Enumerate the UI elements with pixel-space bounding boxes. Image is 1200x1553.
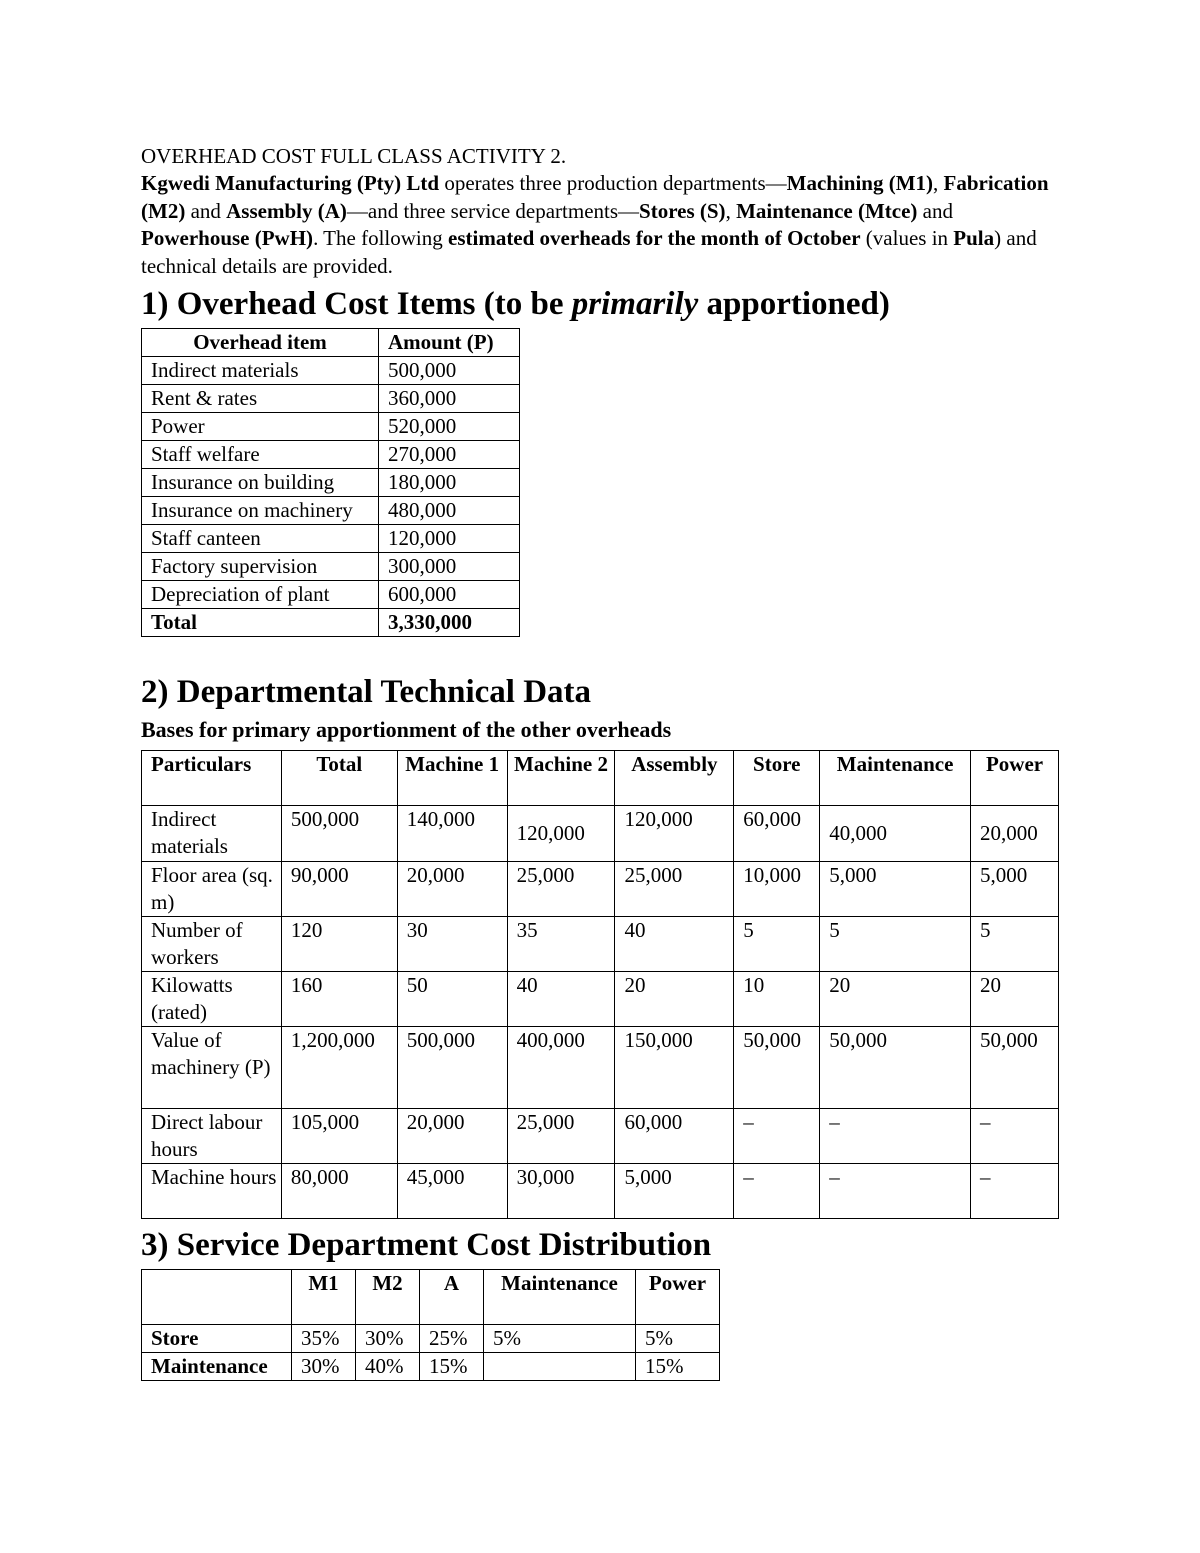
cell: 480,000 bbox=[379, 497, 520, 525]
total-value: 3,330,000 bbox=[379, 609, 520, 637]
table-header-row bbox=[142, 329, 520, 357]
technical-data-table bbox=[141, 750, 1059, 1219]
table-row bbox=[142, 413, 520, 441]
row-header: Maintenance bbox=[142, 1353, 292, 1381]
table-row bbox=[142, 1325, 720, 1353]
cell: Direct labour hours bbox=[142, 1109, 282, 1164]
table-row bbox=[142, 1164, 1059, 1219]
dept-mtce: Maintenance (Mtce) bbox=[736, 198, 918, 223]
cell: 5 bbox=[820, 917, 971, 972]
cell: 30% bbox=[356, 1325, 420, 1353]
cell: – bbox=[734, 1109, 820, 1164]
cell: 10 bbox=[734, 972, 820, 1027]
cell: 5 bbox=[734, 917, 820, 972]
cell: 35 bbox=[507, 917, 615, 972]
cell: 50,000 bbox=[820, 1027, 971, 1109]
spacer bbox=[141, 637, 1061, 672]
cell: Insurance on building bbox=[142, 469, 379, 497]
cell: Depreciation of plant bbox=[142, 581, 379, 609]
dept-m1: Machining (M1) bbox=[786, 171, 934, 195]
table-row bbox=[142, 1027, 1059, 1109]
cell: – bbox=[820, 1109, 971, 1164]
estimated-overheads-label: estimated overheads for the month of October bbox=[448, 226, 861, 250]
table-header-row bbox=[142, 1270, 720, 1325]
cell: 160 bbox=[281, 972, 397, 1027]
cell: 30 bbox=[397, 917, 507, 972]
cell: Staff welfare bbox=[142, 441, 379, 469]
column-header: Overhead item bbox=[142, 329, 379, 357]
cell: Indirect materials bbox=[142, 357, 379, 385]
company-name: Kgwedi Manufacturing (Pty) Ltd bbox=[141, 171, 440, 195]
cell: Insurance on machinery bbox=[142, 497, 379, 525]
table-row bbox=[142, 972, 1059, 1027]
cell: Staff canteen bbox=[142, 525, 379, 553]
table-row bbox=[142, 525, 520, 553]
section3-heading: 3) Service Department Cost Distribution bbox=[141, 1227, 712, 1263]
cell: 360,000 bbox=[379, 385, 520, 413]
cell: 40% bbox=[356, 1353, 420, 1381]
table-header-row bbox=[142, 751, 1059, 806]
column-header: M1 bbox=[292, 1270, 356, 1325]
intro-text: operates three production departments— bbox=[439, 171, 787, 195]
cell: 30% bbox=[292, 1353, 356, 1381]
cell: 180,000 bbox=[379, 469, 520, 497]
cell: 5% bbox=[484, 1325, 636, 1353]
intro-text: ) and technical details are provided. bbox=[141, 226, 1037, 278]
cell: 270,000 bbox=[379, 441, 520, 469]
cell: 35% bbox=[292, 1325, 356, 1353]
cell: – bbox=[971, 1109, 1059, 1164]
column-header: Machine 1 bbox=[397, 751, 507, 806]
cell: 50,000 bbox=[734, 1027, 820, 1109]
cell: Indirect materials bbox=[142, 806, 282, 862]
table-row bbox=[142, 581, 520, 609]
cell: 90,000 bbox=[281, 862, 397, 917]
intro-text: —and three service departments— bbox=[346, 198, 640, 223]
cell: 20,000 bbox=[397, 1109, 507, 1164]
intro-text: . The following bbox=[313, 226, 448, 250]
cell: 120,000 bbox=[615, 806, 734, 862]
cell: 60,000 bbox=[615, 1109, 734, 1164]
cell: 120,000 bbox=[379, 525, 520, 553]
column-header bbox=[142, 1270, 292, 1325]
intro-text: , bbox=[933, 171, 944, 195]
section1-heading-part: 1) Overhead Cost Items (to be bbox=[141, 286, 572, 322]
cell: Kilowatts (rated) bbox=[142, 972, 282, 1027]
cell: 500,000 bbox=[379, 357, 520, 385]
cell: 5,000 bbox=[820, 862, 971, 917]
cell bbox=[484, 1353, 636, 1381]
cell: 40,000 bbox=[820, 806, 971, 862]
table-row bbox=[142, 357, 520, 385]
document-page bbox=[141, 143, 1061, 1381]
cell: 20,000 bbox=[971, 806, 1059, 862]
table-row bbox=[142, 806, 1059, 862]
cell: 1,200,000 bbox=[281, 1027, 397, 1109]
total-row bbox=[142, 609, 520, 637]
column-header: M2 bbox=[356, 1270, 420, 1325]
cell: 300,000 bbox=[379, 553, 520, 581]
cell: 15% bbox=[636, 1353, 720, 1381]
dept-s: Stores (S) bbox=[639, 198, 726, 223]
section2-subheading: Bases for primary apportionment of the other overheads bbox=[141, 717, 672, 742]
cell: 25% bbox=[420, 1325, 484, 1353]
table-row bbox=[142, 469, 520, 497]
cell: 25,000 bbox=[507, 862, 615, 917]
dept-a: Assembly (A) bbox=[226, 198, 347, 223]
column-header: Power bbox=[636, 1270, 720, 1325]
section1-heading-emphasis: primarily bbox=[571, 286, 699, 322]
currency-label: Pula bbox=[953, 226, 995, 250]
cell: 400,000 bbox=[507, 1027, 615, 1109]
column-header: Assembly bbox=[615, 751, 734, 806]
cell: Number of workers bbox=[142, 917, 282, 972]
cell: Value of machinery (P) bbox=[142, 1027, 282, 1109]
cell: 120,000 bbox=[507, 806, 615, 862]
cell: Power bbox=[142, 413, 379, 441]
cell: 50 bbox=[397, 972, 507, 1027]
cell: 15% bbox=[420, 1353, 484, 1381]
table-row bbox=[142, 441, 520, 469]
cell: 140,000 bbox=[397, 806, 507, 862]
total-label: Total bbox=[142, 609, 379, 637]
cell: 60,000 bbox=[734, 806, 820, 862]
cell: 25,000 bbox=[615, 862, 734, 917]
table-row bbox=[142, 553, 520, 581]
column-header: A bbox=[420, 1270, 484, 1325]
cell: 25,000 bbox=[507, 1109, 615, 1164]
cell: 520,000 bbox=[379, 413, 520, 441]
cell: 5% bbox=[636, 1325, 720, 1353]
intro-text: and bbox=[917, 198, 953, 223]
column-header: Power bbox=[971, 751, 1059, 806]
section1-heading-part: apportioned) bbox=[698, 286, 890, 322]
cell: 10,000 bbox=[734, 862, 820, 917]
dept-pwh: Powerhouse (PwH) bbox=[141, 226, 314, 250]
column-header: Amount (P) bbox=[379, 329, 520, 357]
table-row bbox=[142, 385, 520, 413]
cell: 600,000 bbox=[379, 581, 520, 609]
cell: 45,000 bbox=[397, 1164, 507, 1219]
cell: 20 bbox=[615, 972, 734, 1027]
table-row bbox=[142, 862, 1059, 917]
table-row bbox=[142, 917, 1059, 972]
cell: 20,000 bbox=[397, 862, 507, 917]
table-row bbox=[142, 1109, 1059, 1164]
table-row bbox=[142, 497, 520, 525]
column-header: Particulars bbox=[142, 751, 282, 806]
column-header: Store bbox=[734, 751, 820, 806]
cell: Floor area (sq. m) bbox=[142, 862, 282, 917]
column-header: Maintenance bbox=[484, 1270, 636, 1325]
intro-text: (values in bbox=[860, 226, 954, 250]
cell: 40 bbox=[615, 917, 734, 972]
cell: 150,000 bbox=[615, 1027, 734, 1109]
cell: 20 bbox=[971, 972, 1059, 1027]
column-header: Machine 2 bbox=[507, 751, 615, 806]
cell: 5,000 bbox=[615, 1164, 734, 1219]
cell: 500,000 bbox=[397, 1027, 507, 1109]
overhead-items-table bbox=[141, 328, 520, 637]
cell: 40 bbox=[507, 972, 615, 1027]
column-header: Maintenance bbox=[820, 751, 971, 806]
cell: – bbox=[971, 1164, 1059, 1219]
cell: 5 bbox=[971, 917, 1059, 972]
row-header: Store bbox=[142, 1325, 292, 1353]
cell: 50,000 bbox=[971, 1027, 1059, 1109]
column-header: Total bbox=[281, 751, 397, 806]
cell: 30,000 bbox=[507, 1164, 615, 1219]
cell: 500,000 bbox=[281, 806, 397, 862]
cell: 20 bbox=[820, 972, 971, 1027]
cell: Machine hours bbox=[142, 1164, 282, 1219]
cell: 5,000 bbox=[971, 862, 1059, 917]
service-distribution-table bbox=[141, 1269, 720, 1381]
section2-heading: 2) Departmental Technical Data bbox=[141, 674, 592, 710]
cell: 105,000 bbox=[281, 1109, 397, 1164]
intro-paragraph bbox=[141, 170, 1061, 280]
cell: 80,000 bbox=[281, 1164, 397, 1219]
dept-m2: Fabrication (M2) bbox=[141, 171, 1049, 223]
table-row bbox=[142, 1353, 720, 1381]
cell: Rent & rates bbox=[142, 385, 379, 413]
intro-text: and bbox=[185, 198, 227, 223]
cell: – bbox=[734, 1164, 820, 1219]
cell: 120 bbox=[281, 917, 397, 972]
section1-heading bbox=[141, 284, 1061, 324]
intro-text: , bbox=[725, 198, 737, 223]
cell: – bbox=[820, 1164, 971, 1219]
cell: Factory supervision bbox=[142, 553, 379, 581]
document-title: OVERHEAD COST FULL CLASS ACTIVITY 2. bbox=[141, 144, 567, 168]
